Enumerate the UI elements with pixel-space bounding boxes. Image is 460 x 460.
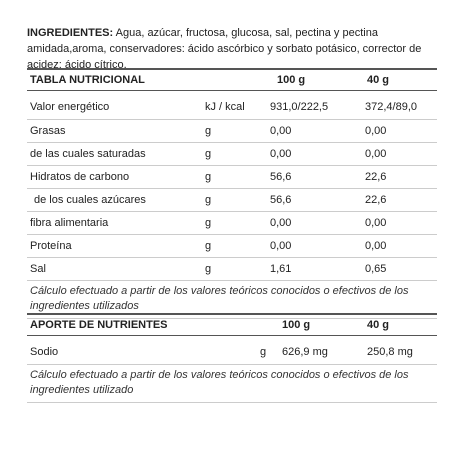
row-unit: g — [205, 194, 212, 206]
row-unit: g — [260, 346, 267, 358]
row-label: Sal — [30, 263, 46, 275]
nutrition-header-label: TABLA NUTRICIONAL — [30, 74, 145, 86]
row-label: Grasas — [30, 125, 66, 137]
table-row — [27, 189, 437, 212]
row-value-40g: 250,8 mg — [367, 346, 413, 358]
row-value-100g: 0,00 — [270, 240, 292, 252]
row-value-100g: 0,00 — [270, 148, 292, 160]
row-value-40g: 0,00 — [365, 125, 387, 137]
row-unit: g — [205, 125, 212, 137]
row-label: Sodio — [30, 346, 59, 358]
row-label: Proteína — [30, 240, 72, 252]
nutrients-table — [27, 313, 437, 403]
row-label: de las cuales saturadas — [30, 148, 146, 160]
nutrition-footnote: Cálculo efectuado a partir de los valores teóricos conocidos o efectivos de los ingredientes utilizados — [27, 281, 437, 319]
row-unit: g — [205, 217, 212, 229]
table-row — [27, 120, 437, 143]
nutrients-footnote: Cálculo efectuado a partir de los valores teóricos conocidos o efectivos de los ingredientes utilizado — [27, 365, 437, 403]
nutrition-header-40g: 40 g — [367, 74, 390, 86]
table-row — [27, 235, 437, 258]
row-unit: g — [205, 148, 212, 160]
row-value-100g: 56,6 — [270, 171, 292, 183]
table-row — [27, 336, 437, 365]
row-label: fibra alimentaria — [30, 217, 109, 229]
ingredients-list: Agua, azúcar, fructosa, glucosa, sal, pectina y pectina amidada,aroma, conservadores: ácido ascórbico y sorbato potásico, corrector de acidez: ácido cítrico. — [27, 27, 422, 71]
row-label: de los cuales azúcares — [34, 194, 146, 206]
row-value-100g: 1,61 — [270, 263, 292, 275]
row-value-40g: 0,65 — [365, 263, 387, 275]
row-value-100g: 56,6 — [270, 194, 292, 206]
table-row — [27, 91, 437, 120]
nutrition-table — [27, 68, 437, 319]
nutrients-header-100g: 100 g — [282, 319, 311, 331]
table-row — [27, 166, 437, 189]
row-unit: g — [205, 240, 212, 252]
table-row — [27, 143, 437, 166]
row-value-40g: 22,6 — [365, 171, 387, 183]
nutrients-header-label: APORTE DE NUTRIENTES — [30, 319, 168, 331]
nutrients-table-header — [27, 313, 437, 336]
row-value-40g: 0,00 — [365, 217, 387, 229]
row-value-40g: 22,6 — [365, 194, 387, 206]
row-unit: kJ / kcal — [205, 101, 245, 113]
ingredients-text — [27, 25, 437, 73]
nutrition-table-header — [27, 68, 437, 91]
row-value-40g: 0,00 — [365, 240, 387, 252]
row-label: Valor energético — [30, 101, 110, 113]
row-value-100g: 931,0/222,5 — [270, 101, 329, 113]
row-unit: g — [205, 263, 212, 275]
nutrients-header-40g: 40 g — [367, 319, 390, 331]
row-value-100g: 0,00 — [270, 125, 292, 137]
row-value-40g: 372,4/89,0 — [365, 101, 417, 113]
row-value-100g: 626,9 mg — [282, 346, 328, 358]
row-unit: g — [205, 171, 212, 183]
row-label: Hidratos de carbono — [30, 171, 130, 183]
row-value-100g: 0,00 — [270, 217, 292, 229]
row-value-40g: 0,00 — [365, 148, 387, 160]
table-row — [27, 212, 437, 235]
nutrition-header-100g: 100 g — [277, 74, 306, 86]
ingredients-heading: INGREDIENTES: — [27, 27, 114, 39]
table-row — [27, 258, 437, 281]
